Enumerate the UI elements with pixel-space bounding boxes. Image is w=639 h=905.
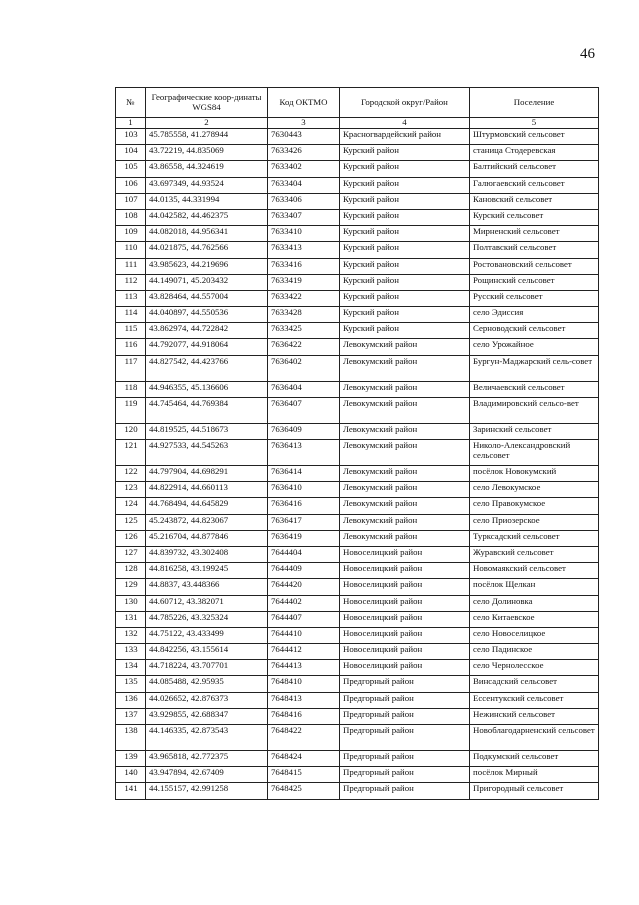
table-row xyxy=(116,440,599,466)
row-number: 121 xyxy=(116,440,146,466)
row-district: Курский район xyxy=(340,145,470,161)
row-district: Курский район xyxy=(340,193,470,209)
row-coordinates: 44.026652, 42.876373 xyxy=(146,692,268,708)
table-row xyxy=(116,783,599,799)
row-oktmo: 7633404 xyxy=(268,177,340,193)
column-numbers-row xyxy=(116,118,599,129)
row-coordinates: 44.082018, 44.956341 xyxy=(146,226,268,242)
row-number: 114 xyxy=(116,307,146,323)
row-oktmo: 7633406 xyxy=(268,193,340,209)
row-settlement: Штурмовский сельсовет xyxy=(470,129,599,145)
row-district: Новоселицкий район xyxy=(340,627,470,643)
column-number: 2 xyxy=(146,118,268,129)
column-number: 4 xyxy=(340,118,470,129)
row-district: Курский район xyxy=(340,161,470,177)
row-settlement: Полтавский сельсовет xyxy=(470,242,599,258)
row-number: 104 xyxy=(116,145,146,161)
row-coordinates: 44.8837, 43.448366 xyxy=(146,579,268,595)
row-settlement: село Падинское xyxy=(470,644,599,660)
row-settlement: Новомаякский сельсовет xyxy=(470,563,599,579)
row-settlement: село Правокумское xyxy=(470,498,599,514)
row-coordinates: 43.985623, 44.219696 xyxy=(146,258,268,274)
row-district: Предгорный район xyxy=(340,767,470,783)
table-row xyxy=(116,323,599,339)
table-row xyxy=(116,611,599,627)
table-header-row xyxy=(116,88,599,118)
row-district: Левокумский район xyxy=(340,423,470,439)
row-number: 115 xyxy=(116,323,146,339)
row-number: 137 xyxy=(116,708,146,724)
row-settlement: село Китаевское xyxy=(470,611,599,627)
row-oktmo: 7633422 xyxy=(268,290,340,306)
row-district: Курский район xyxy=(340,323,470,339)
row-coordinates: 44.0135, 44.331994 xyxy=(146,193,268,209)
row-oktmo: 7644410 xyxy=(268,627,340,643)
table-row xyxy=(116,258,599,274)
row-coordinates: 44.827542, 44.423766 xyxy=(146,355,268,381)
row-district: Красногвардейский район xyxy=(340,129,470,145)
table-row xyxy=(116,482,599,498)
row-oktmo: 7636416 xyxy=(268,498,340,514)
row-oktmo: 7636419 xyxy=(268,530,340,546)
row-coordinates: 44.042582, 44.462375 xyxy=(146,209,268,225)
row-district: Левокумский район xyxy=(340,514,470,530)
row-district: Левокумский район xyxy=(340,355,470,381)
row-coordinates: 45.216704, 44.877846 xyxy=(146,530,268,546)
row-number: 132 xyxy=(116,627,146,643)
row-settlement: село Левокумское xyxy=(470,482,599,498)
row-settlement: село Чернолесское xyxy=(470,660,599,676)
table-body xyxy=(116,118,599,800)
table-row xyxy=(116,579,599,595)
row-coordinates: 43.965818, 42.772375 xyxy=(146,751,268,767)
row-number: 103 xyxy=(116,129,146,145)
row-oktmo: 7644409 xyxy=(268,563,340,579)
row-number: 116 xyxy=(116,339,146,355)
row-number: 118 xyxy=(116,381,146,397)
row-oktmo: 7648416 xyxy=(268,708,340,724)
row-coordinates: 44.797904, 44.698291 xyxy=(146,466,268,482)
row-settlement: посёлок Новокумский xyxy=(470,466,599,482)
row-number: 128 xyxy=(116,563,146,579)
table-row xyxy=(116,725,599,751)
table-row xyxy=(116,161,599,177)
row-coordinates: 43.697349, 44.93524 xyxy=(146,177,268,193)
header-number: № xyxy=(116,88,146,118)
table-row xyxy=(116,397,599,423)
row-number: 113 xyxy=(116,290,146,306)
settlements-table xyxy=(115,87,599,800)
table-row xyxy=(116,423,599,439)
row-coordinates: 44.816258, 43.199245 xyxy=(146,563,268,579)
row-coordinates: 44.927533, 44.545263 xyxy=(146,440,268,466)
row-district: Курский район xyxy=(340,226,470,242)
table-row xyxy=(116,466,599,482)
row-district: Левокумский район xyxy=(340,466,470,482)
column-number: 3 xyxy=(268,118,340,129)
table-row xyxy=(116,290,599,306)
row-coordinates: 44.822914, 44.660113 xyxy=(146,482,268,498)
row-oktmo: 7630443 xyxy=(268,129,340,145)
row-coordinates: 44.839732, 43.302408 xyxy=(146,546,268,562)
row-district: Новоселицкий район xyxy=(340,595,470,611)
row-settlement: Мирненский сельсовет xyxy=(470,226,599,242)
row-coordinates: 44.75122, 43.433499 xyxy=(146,627,268,643)
row-oktmo: 7633410 xyxy=(268,226,340,242)
row-settlement: станица Стодеревская xyxy=(470,145,599,161)
row-oktmo: 7648413 xyxy=(268,692,340,708)
header-district: Городской округ/Район xyxy=(340,88,470,118)
row-coordinates: 44.768494, 44.645829 xyxy=(146,498,268,514)
row-district: Новоселицкий район xyxy=(340,579,470,595)
row-number: 105 xyxy=(116,161,146,177)
row-number: 120 xyxy=(116,423,146,439)
row-number: 130 xyxy=(116,595,146,611)
table-row xyxy=(116,708,599,724)
row-district: Левокумский район xyxy=(340,339,470,355)
row-oktmo: 7648424 xyxy=(268,751,340,767)
row-district: Курский район xyxy=(340,307,470,323)
row-number: 111 xyxy=(116,258,146,274)
row-oktmo: 7636410 xyxy=(268,482,340,498)
row-settlement: село Новоселицкое xyxy=(470,627,599,643)
row-settlement: Турксадский сельсовет xyxy=(470,530,599,546)
page-number: 46 xyxy=(580,46,595,62)
row-oktmo: 7636414 xyxy=(268,466,340,482)
row-district: Левокумский район xyxy=(340,440,470,466)
row-settlement: Серноводский сельсовет xyxy=(470,323,599,339)
row-oktmo: 7644404 xyxy=(268,546,340,562)
row-oktmo: 7636404 xyxy=(268,381,340,397)
row-district: Предгорный район xyxy=(340,783,470,799)
table-row xyxy=(116,767,599,783)
row-district: Предгорный район xyxy=(340,692,470,708)
table-row xyxy=(116,355,599,381)
table-row xyxy=(116,627,599,643)
row-oktmo: 7644413 xyxy=(268,660,340,676)
row-settlement: Николо-Александровский сельсовет xyxy=(470,440,599,466)
row-oktmo: 7636407 xyxy=(268,397,340,423)
row-coordinates: 44.149071, 45.203432 xyxy=(146,274,268,290)
row-number: 125 xyxy=(116,514,146,530)
row-number: 131 xyxy=(116,611,146,627)
row-district: Новоселицкий район xyxy=(340,644,470,660)
row-oktmo: 7644407 xyxy=(268,611,340,627)
row-settlement: село Приозерское xyxy=(470,514,599,530)
table-row xyxy=(116,595,599,611)
row-coordinates: 44.792077, 44.918064 xyxy=(146,339,268,355)
row-district: Левокумский район xyxy=(340,381,470,397)
header-coordinates: Географические коор-динаты WGS84 xyxy=(146,88,268,118)
row-number: 123 xyxy=(116,482,146,498)
row-settlement: посёлок Щелкан xyxy=(470,579,599,595)
row-coordinates: 43.947894, 42.67409 xyxy=(146,767,268,783)
row-settlement: Пригородный сельсовет xyxy=(470,783,599,799)
row-oktmo: 7633425 xyxy=(268,323,340,339)
table-row xyxy=(116,498,599,514)
row-coordinates: 44.155157, 42.991258 xyxy=(146,783,268,799)
row-number: 108 xyxy=(116,209,146,225)
table-row xyxy=(116,514,599,530)
row-oktmo: 7648425 xyxy=(268,783,340,799)
table-row xyxy=(116,242,599,258)
row-coordinates: 43.86558, 44.324619 xyxy=(146,161,268,177)
row-oktmo: 7636413 xyxy=(268,440,340,466)
row-coordinates: 45.785558, 41.278944 xyxy=(146,129,268,145)
row-district: Предгорный район xyxy=(340,751,470,767)
row-number: 136 xyxy=(116,692,146,708)
row-coordinates: 43.929855, 42.688347 xyxy=(146,708,268,724)
row-settlement: Галюгаевский сельсовет xyxy=(470,177,599,193)
table-row xyxy=(116,339,599,355)
table-row xyxy=(116,381,599,397)
row-district: Предгорный район xyxy=(340,725,470,751)
table-row xyxy=(116,546,599,562)
row-settlement: посёлок Мирный xyxy=(470,767,599,783)
table-row xyxy=(116,177,599,193)
row-settlement: Бургун-Маджарский сель-совет xyxy=(470,355,599,381)
row-oktmo: 7648415 xyxy=(268,767,340,783)
row-oktmo: 7633428 xyxy=(268,307,340,323)
row-settlement: село Урожайное xyxy=(470,339,599,355)
table-row xyxy=(116,692,599,708)
row-number: 133 xyxy=(116,644,146,660)
row-settlement: Владимировский сельсо-вет xyxy=(470,397,599,423)
row-oktmo: 7633426 xyxy=(268,145,340,161)
row-settlement: Новоблагодарненский сельсовет xyxy=(470,725,599,751)
row-settlement: Курский сельсовет xyxy=(470,209,599,225)
row-coordinates: 44.785226, 43.325324 xyxy=(146,611,268,627)
row-number: 117 xyxy=(116,355,146,381)
row-district: Предгорный район xyxy=(340,676,470,692)
row-settlement: Кановский сельсовет xyxy=(470,193,599,209)
table-row xyxy=(116,530,599,546)
row-number: 124 xyxy=(116,498,146,514)
row-coordinates: 44.946355, 45.136606 xyxy=(146,381,268,397)
row-number: 107 xyxy=(116,193,146,209)
table-row xyxy=(116,209,599,225)
table-row xyxy=(116,644,599,660)
row-settlement: Русский сельсовет xyxy=(470,290,599,306)
header-settlement: Поселение xyxy=(470,88,599,118)
row-coordinates: 44.085488, 42.95935 xyxy=(146,676,268,692)
row-district: Курский район xyxy=(340,274,470,290)
row-oktmo: 7636402 xyxy=(268,355,340,381)
row-number: 140 xyxy=(116,767,146,783)
row-settlement: Нежинский сельсовет xyxy=(470,708,599,724)
row-coordinates: 43.828464, 44.557004 xyxy=(146,290,268,306)
row-oktmo: 7644402 xyxy=(268,595,340,611)
row-district: Левокумский район xyxy=(340,498,470,514)
table-row xyxy=(116,660,599,676)
row-oktmo: 7633407 xyxy=(268,209,340,225)
row-number: 119 xyxy=(116,397,146,423)
row-settlement: Подкумский сельсовет xyxy=(470,751,599,767)
row-settlement: Журавский сельсовет xyxy=(470,546,599,562)
row-oktmo: 7636409 xyxy=(268,423,340,439)
row-district: Левокумский район xyxy=(340,530,470,546)
row-coordinates: 44.718224, 43.707701 xyxy=(146,660,268,676)
row-number: 129 xyxy=(116,579,146,595)
row-oktmo: 7644420 xyxy=(268,579,340,595)
row-number: 138 xyxy=(116,725,146,751)
row-oktmo: 7636417 xyxy=(268,514,340,530)
row-oktmo: 7633402 xyxy=(268,161,340,177)
row-coordinates: 44.819525, 44.518673 xyxy=(146,423,268,439)
row-number: 109 xyxy=(116,226,146,242)
row-oktmo: 7648422 xyxy=(268,725,340,751)
row-oktmo: 7633416 xyxy=(268,258,340,274)
row-settlement: Винсадский сельсовет xyxy=(470,676,599,692)
table-row xyxy=(116,676,599,692)
row-number: 112 xyxy=(116,274,146,290)
row-settlement: Ессентукский сельсовет xyxy=(470,692,599,708)
table-row xyxy=(116,274,599,290)
row-district: Новоселицкий район xyxy=(340,563,470,579)
row-district: Курский район xyxy=(340,290,470,306)
header-oktmo: Код ОКТМО xyxy=(268,88,340,118)
column-number: 5 xyxy=(470,118,599,129)
row-coordinates: 44.146335, 42.873543 xyxy=(146,725,268,751)
row-coordinates: 44.040897, 44.550536 xyxy=(146,307,268,323)
table-row xyxy=(116,307,599,323)
table-row xyxy=(116,226,599,242)
row-settlement: Величаевский сельсовет xyxy=(470,381,599,397)
row-coordinates: 45.243872, 44.823067 xyxy=(146,514,268,530)
row-coordinates: 43.72219, 44.835069 xyxy=(146,145,268,161)
row-district: Левокумский район xyxy=(340,397,470,423)
row-district: Предгорный район xyxy=(340,708,470,724)
row-coordinates: 43.862974, 44.722842 xyxy=(146,323,268,339)
row-number: 110 xyxy=(116,242,146,258)
row-settlement: Балтийский сельсовет xyxy=(470,161,599,177)
row-number: 134 xyxy=(116,660,146,676)
row-oktmo: 7644412 xyxy=(268,644,340,660)
row-district: Курский район xyxy=(340,258,470,274)
row-coordinates: 44.842256, 43.155614 xyxy=(146,644,268,660)
row-district: Новоселицкий район xyxy=(340,546,470,562)
row-number: 127 xyxy=(116,546,146,562)
row-district: Курский район xyxy=(340,209,470,225)
row-district: Левокумский район xyxy=(340,482,470,498)
row-number: 135 xyxy=(116,676,146,692)
row-oktmo: 7636422 xyxy=(268,339,340,355)
row-oktmo: 7648410 xyxy=(268,676,340,692)
row-district: Курский район xyxy=(340,242,470,258)
row-district: Новоселицкий район xyxy=(340,611,470,627)
row-settlement: Заринский сельсовет xyxy=(470,423,599,439)
row-coordinates: 44.60712, 43.382071 xyxy=(146,595,268,611)
table-row xyxy=(116,129,599,145)
table-row xyxy=(116,145,599,161)
table-row xyxy=(116,563,599,579)
row-district: Курский район xyxy=(340,177,470,193)
row-settlement: Ростовановский сельсовет xyxy=(470,258,599,274)
row-settlement: село Эдиссия xyxy=(470,307,599,323)
row-settlement: Рощинский сельсовет xyxy=(470,274,599,290)
table-row xyxy=(116,193,599,209)
row-district: Новоселицкий район xyxy=(340,660,470,676)
row-number: 126 xyxy=(116,530,146,546)
row-settlement: село Долиновка xyxy=(470,595,599,611)
row-oktmo: 7633413 xyxy=(268,242,340,258)
row-coordinates: 44.021875, 44.762566 xyxy=(146,242,268,258)
row-number: 141 xyxy=(116,783,146,799)
row-oktmo: 7633419 xyxy=(268,274,340,290)
column-number: 1 xyxy=(116,118,146,129)
table-row xyxy=(116,751,599,767)
row-coordinates: 44.745464, 44.769384 xyxy=(146,397,268,423)
row-number: 106 xyxy=(116,177,146,193)
row-number: 139 xyxy=(116,751,146,767)
row-number: 122 xyxy=(116,466,146,482)
